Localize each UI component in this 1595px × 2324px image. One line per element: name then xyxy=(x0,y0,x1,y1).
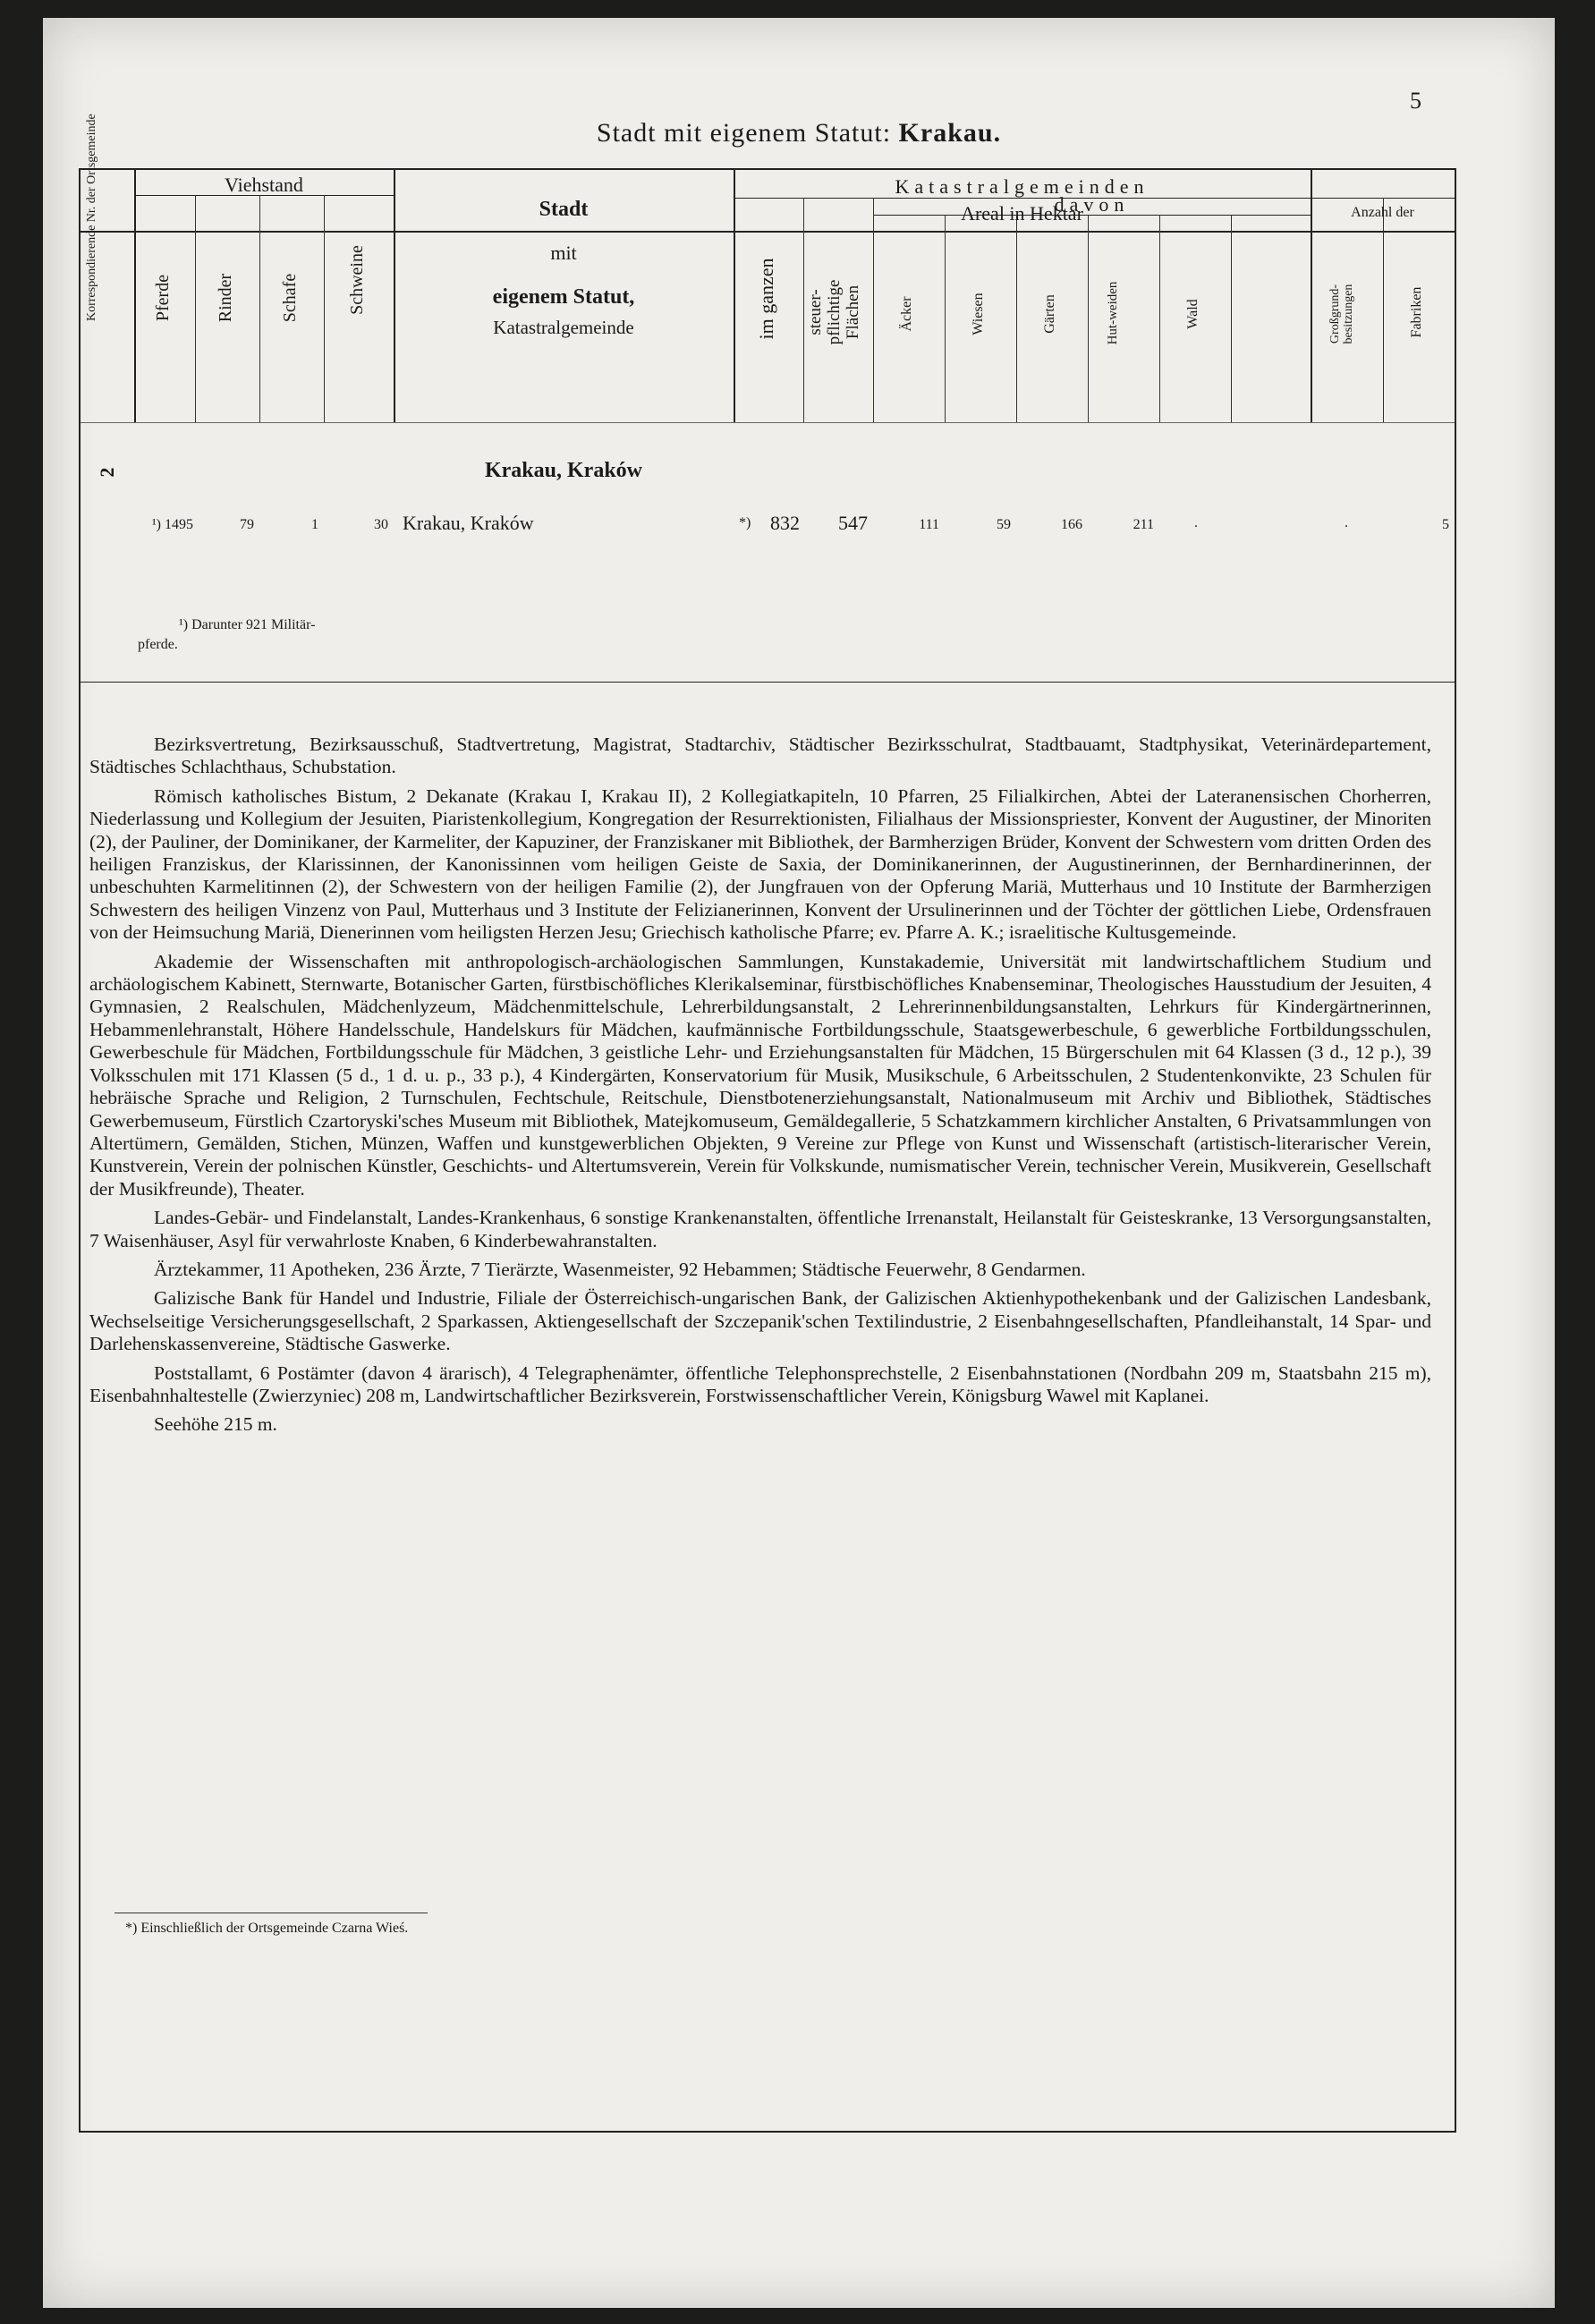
paragraph-education: Akademie der Wissenschaften mit anthropologisch-archäologischen Sammlungen, Kunstakademie, Universität mit landwirtschaftlichem Studium und archäologischem Kabinett, Sternwarte, Botanischer Garten, fürstbischöfliches Klerikalseminar, fürstbischöfliches Knabenseminar, Theologisches Hausstudium der Jesuiten, 4 Gymnasien, 2 Realschulen, Mädchenlyzeum, Mädchenmittelschule, Lehrerbildungsanstalt, 2 Lehrerinnenbildungsanstalten, Lehrkurs für Kindergärtnerinnen, Hebammenlehranstalt, Höhere Handelsschule, Handelskurs für Mädchen, kaufmännische Fortbildungsschule, Staatsgewerbeschule, 6 gewerbliche Fortbildungsschulen, Gewerbeschule für Mädchen, Fortbildungsschule für Mädchen, 3 geistliche Lehr- und Erziehungsanstalten für Mädchen, 15 Bürgerschulen mit 64 Klassen (3 d., 12 p.), 39 Volksschulen mit 171 Klassen (5 d., 1 d. u. p., 33 p.), 4 Kindergärten, Konservatorium für Musik, Musikschule, 6 Arbeitsschulen, 2 Studentenkonvikte, 23 Schulen für hebräische Sprache und Religion, 2 Turnschulen, Fechtschule, Reitschule, Dienstbotenerziehungsanstalt, Nationalmuseum mit Archiv und Bibliothek, Städtisches Gewerbemuseum, Fürstlich Czartoryski'sches Museum mit Bibliothek, Matejkomuseum, Gemäldegallerie, 5 Schatzkammern kirchlicher Anstalten, 6 Privatsammlungen von Altertümern, Gemälden, Stichen, Münzen, Waffen und kunstgewerblichen Objekten, 9 Vereine zur Pflege von Kunst und Wissenschaft (artistisch-literarischer Verein, Kunstverein, Verein der polnischen Künstler, Geschichts- und Altertumsverein, Verein für Volkskunde, numismatischer Verein, technischer Verein, Musikverein, Gesellschaft der Musikfreunde), Theater. xyxy=(89,950,1431,1200)
header-im-ganzen: im ganzen xyxy=(755,258,777,340)
table-end-rule xyxy=(81,682,1455,683)
header-katastralgemeinden: Katastralgemeinden xyxy=(895,175,1150,198)
header-gaerten: Gärten xyxy=(1042,294,1057,334)
header-davon: davon xyxy=(1054,193,1130,216)
row-wiesen: 59 xyxy=(997,517,1011,532)
page xyxy=(43,18,1555,2308)
header-bottom-rule xyxy=(81,231,1455,233)
header-wiesen: Wiesen xyxy=(971,293,986,335)
header-schafe: Schafe xyxy=(280,273,300,323)
page-number: 5 xyxy=(1410,88,1421,114)
paragraph-medical: Ärztekammer, 11 Apotheken, 236 Ärzte, 7 Tierärzte, Wasenmeister, 92 Hebammen; Städtische Feuerwehr, 8 Gendarmen. xyxy=(154,1258,1086,1280)
row-hutweiden: 211 xyxy=(1133,517,1154,532)
row-steuerpflichtig: 547 xyxy=(838,512,868,534)
header-fabriken: Fabriken xyxy=(1409,286,1424,338)
page-title xyxy=(43,118,1555,148)
row-name-heading: Krakau, Kraków xyxy=(484,459,642,482)
row-fabriken: 5 xyxy=(1442,517,1449,532)
page-title-prefix: Stadt mit eigenem Statut: xyxy=(596,118,899,148)
description-text xyxy=(89,734,1431,1443)
header-viehstand: Viehstand xyxy=(225,174,303,196)
table-footnote-line1: ¹) Darunter 921 Militär- xyxy=(179,617,316,632)
paragraph-transport: Poststallamt, 6 Postämter (davon 4 ärarisch), 4 Telegraphenämter, öffentliche Telephonsprechstelle, 2 Eisenbahnstationen (Nordbahn 209 m, Staatsbahn 215 m), Eisenbahnhaltestelle (Zwierzyniec) 208 m, Landwirtschaftlicher Bezirksverein, Forstwissenschaftlicher Verein, Königsburg Wawel mit Kaplanei. xyxy=(89,1361,1431,1406)
paragraph-finance: Galizische Bank für Handel und Industrie, Filiale der Österreichisch-ungarischen Bank, der Galizischen Aktienhypothekenbank und der Galizischen Landesbank, Wechselseitige Versicherungsgesellschaft, 2 Sparkassen, Aktiengesellschaft der Szczepanik'schen Textilindustrie, 2 Eisenbahngesellschaften, Pfandleihanstalt, 14 Spar- und Darlehenskassenvereine, Städtische Gaswerke. xyxy=(89,1287,1431,1355)
row-aecker: 111 xyxy=(919,517,939,532)
paragraph-administration: Bezirksvertretung, Bezirksausschuß, Stadtvertretung, Magistrat, Stadtarchiv, Städtischer Bezirksschulrat, Stadtbauamt, Stadtphysikat, Veterinärdepartement, Städtisches Schlachthaus, Schubstation. xyxy=(89,734,1431,778)
header-grossgrund: Großgrund-besitzungen xyxy=(1328,284,1356,344)
row-schweine: 30 xyxy=(374,517,388,532)
row-katastralgemeinde: Krakau, Kraków xyxy=(403,512,534,534)
paragraph-health-institutions: Landes-Gebär- und Findelanstalt, Landes-Krankenhaus, 6 sonstige Krankenanstalten, öffentliche Irrenanstalt, Heilanstalt für Geisteskranke, 13 Versorgungsanstalten, 7 Waisenhäuser, Asyl für verwahrloste Knaben, 6 Kinderbewahranstalten. xyxy=(89,1207,1431,1251)
header-steuerpflichtig: steuer-pflichtige Flächen xyxy=(806,279,862,345)
header-wald: Wald xyxy=(1185,299,1200,329)
row-nr: 2 xyxy=(96,467,118,478)
page-footnote: *) Einschließlich der Ortsgemeinde Czarna Wieś. xyxy=(125,1921,409,1936)
header-aecker: Äcker xyxy=(899,296,914,332)
table-bottom-rule xyxy=(81,422,1455,423)
paragraph-altitude: Seehöhe 215 m. xyxy=(154,1413,277,1436)
header-mit: mit xyxy=(550,242,577,264)
row-schafe: 1 xyxy=(311,517,318,532)
row-wald: . xyxy=(1194,515,1198,530)
row-rinder: 79 xyxy=(240,517,254,532)
header-pferde: Pferde xyxy=(153,274,173,322)
row-im-ganzen: 832 xyxy=(770,512,800,534)
row-grossgrund: . xyxy=(1345,515,1348,530)
header-katastralgemeinde: Katastralgemeinde xyxy=(493,317,634,338)
page-title-city: Krakau. xyxy=(898,118,1002,148)
header-rinder: Rinder xyxy=(216,273,235,323)
header-areal: Areal in Hektar xyxy=(961,202,1083,225)
header-korr: Korrespondierende Nr. der Ortsgemeinde xyxy=(85,114,98,321)
row-star: *) xyxy=(739,515,751,530)
header-anzahl: Anzahl der xyxy=(1351,205,1414,220)
row-gaerten: 166 xyxy=(1061,517,1082,532)
header-stadt: Stadt xyxy=(539,198,589,221)
row-pferde: ¹) 1495 xyxy=(151,517,193,532)
header-eigenem-statut: eigenem Statut, xyxy=(492,285,635,309)
paragraph-church: Römisch katholisches Bistum, 2 Dekanate (Krakau I, Krakau II), 2 Kollegiatkapiteln, 10 Pfarren, 25 Filialkirchen, Abtei der Lateranensischen Chorherren, Niederlassung und Kollegium der Jesuiten, Piaristenkollegium, Kongregation der Resurrektionisten, Filialhaus der Missionspriester, Konvent der Augustiner, der Minoriten (2), der Pauliner, der Dominikaner, der Karmeliter, der Kapuziner, der Franziskaner mit Bibliothek, der Barmherzigen Brüder, Konvent der Schwestern vom dritten Orden des heiligen Franziskus, der Klarissinnen, der Kanonissinnen vom heiligen Geiste de Saxia, der Dominikanerinnen, der Augustinerinnen, der Bernhardinerinnen, der unbeschuhten Karmelitinnen (2), der Schwestern von der heiligen Familie (2), der Jungfrauen von der Opferung Mariä, Mutterhaus und 10 Institute der Barmherzigen Schwestern des heiligen Vinzenz von Paul, Mutterhaus und 3 Institute der Felizianerinnen, Konvent der Ursulinerinnen und der Töchter der göttlichen Liebe, Ordensfrauen von der Heimsuchung Mariä, Dienerinnen vom heiligsten Herzen Jesu; Griechisch katholische Pfarre; ev. Pfarre A. K.; israelitische Kultusgemeinde. xyxy=(89,785,1431,944)
table-footnote-line2: pferde. xyxy=(138,637,178,652)
header-schweine: Schweine xyxy=(347,245,367,315)
header-hutweiden: Hut-weiden xyxy=(1106,281,1120,345)
